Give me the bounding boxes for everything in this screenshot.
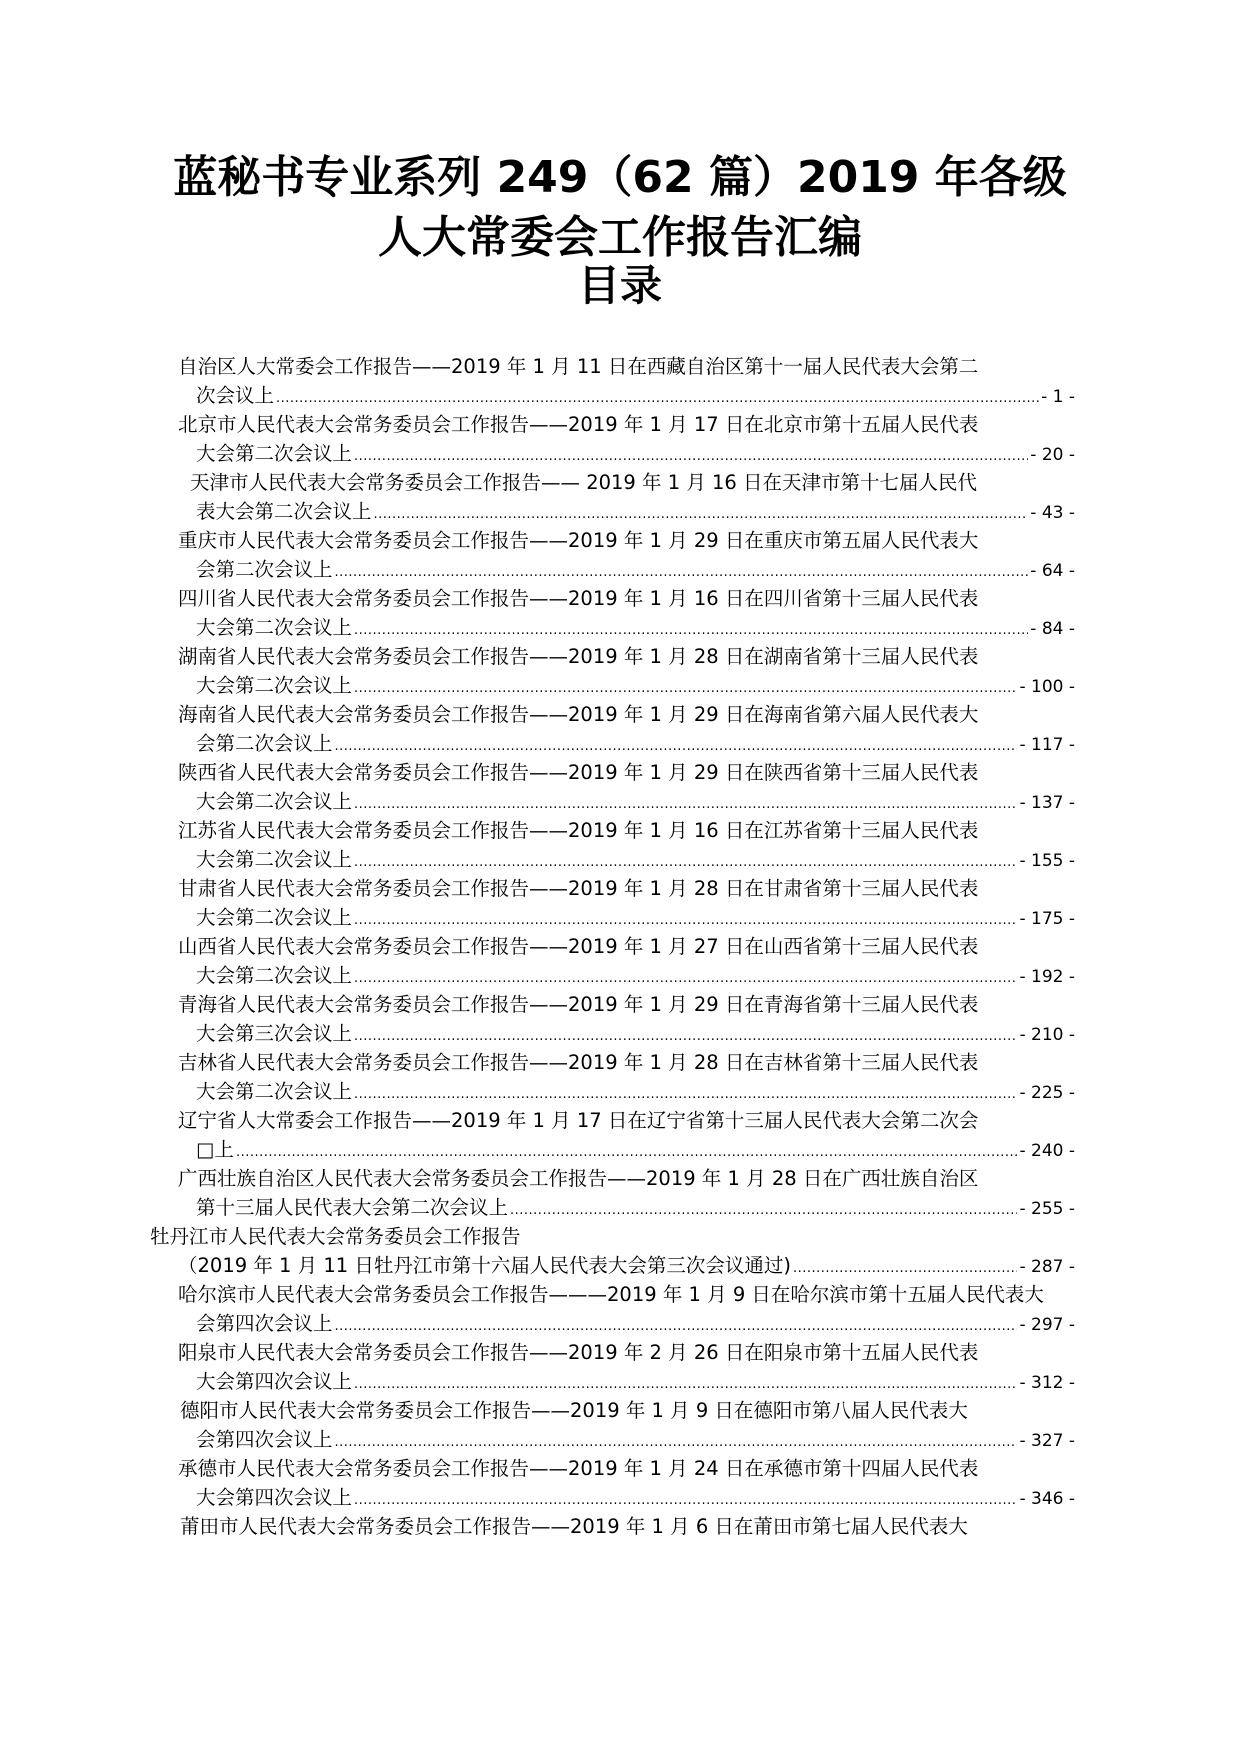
dot-leader <box>354 790 1017 816</box>
toc-page-number: - 192 - <box>1019 967 1075 987</box>
toc-entry-continuation <box>196 903 1075 932</box>
toc-entry-continuation <box>196 787 1075 816</box>
toc-entry-title: 山西省人民代表大会常务委员会工作报告——2019 年 1 月 27 日在山西省第十三届人民代表 <box>178 935 979 958</box>
toc-page-number: - 225 - <box>1019 1083 1075 1103</box>
toc-page-number: - 327 - <box>1019 1431 1075 1451</box>
toc-entry-title-cont: 大会第二次会议上 <box>196 1080 353 1103</box>
toc-heading: 目录 <box>577 261 662 310</box>
toc-entry-title: 陕西省人民代表大会常务委员会工作报告——2019 年 1 月 29 日在陕西省第十三届人民代表 <box>178 761 979 784</box>
toc-entry-title-cont: 表大会第二次会议上 <box>196 500 372 523</box>
title-line-2: 人大常委会工作报告汇编 <box>378 212 862 263</box>
toc-page-number: - 117 - <box>1019 735 1075 755</box>
toc-entry-continuation <box>196 1077 1075 1106</box>
toc-page-number: - 64 - <box>1030 561 1075 581</box>
toc-entry-title-cont: 大会第二次会议上 <box>196 442 353 465</box>
toc-page-number: - 297 - <box>1019 1315 1075 1335</box>
toc-entry-continuation <box>196 845 1075 874</box>
toc-entry-title: 辽宁省人大常委会工作报告——2019 年 1 月 17 日在辽宁省第十三届人民代表大会第二次会 <box>178 1109 979 1132</box>
toc-page-number: - 1 - <box>1041 387 1075 407</box>
dot-leader <box>335 558 1029 584</box>
dot-leader <box>335 1312 1018 1338</box>
toc-entry-title: 北京市人民代表大会常务委员会工作报告——2019 年 1 月 17 日在北京市第十五届人民代表 <box>178 413 979 436</box>
toc-entry-title-cont: 大会第三次会议上 <box>196 1022 353 1045</box>
toc-entry-title: 青海省人民代表大会常务委员会工作报告——2019 年 1 月 29 日在青海省第十三届人民代表 <box>178 993 979 1016</box>
dot-leader <box>335 1428 1018 1454</box>
toc-entry-continuation <box>196 613 1075 642</box>
toc-entry-title: 吉林省人民代表大会常务委员会工作报告——2019 年 1 月 28 日在吉林省第十三届人民代表 <box>178 1051 979 1074</box>
toc-entry-title: 承德市人民代表大会常务委员会工作报告——2019 年 1 月 24 日在承德市第十四届人民代表 <box>178 1457 979 1480</box>
toc-entry-title-cont: 大会第四次会议上 <box>196 1486 353 1509</box>
toc-entry-title: 哈尔滨市人民代表大会常务委员会工作报告———2019 年 1 月 9 日在哈尔滨市第十五届人民代表大 <box>178 1283 1044 1306</box>
toc-entry-continuation <box>196 961 1075 990</box>
toc-entry-continuation <box>196 439 1075 468</box>
dot-leader <box>793 1254 1018 1280</box>
toc-entry-continuation <box>196 671 1075 700</box>
toc-page-number: - 84 - <box>1030 619 1075 639</box>
toc-entry-continuation <box>196 381 1075 410</box>
toc-entry-title-cont: 第十三届人民代表大会第二次会议上 <box>196 1196 509 1219</box>
toc-entry-continuation <box>196 1483 1075 1512</box>
toc-entry-title-cont: 会第二次会议上 <box>196 558 333 581</box>
toc-page-number: - 155 - <box>1019 851 1075 871</box>
dot-leader <box>354 442 1028 468</box>
toc-entry-title-cont: 会第二次会议上 <box>196 732 333 755</box>
dot-leader <box>354 906 1017 932</box>
toc-entry-continuation <box>196 1425 1075 1454</box>
dot-leader <box>354 964 1017 990</box>
toc-entry-continuation <box>178 1251 1075 1280</box>
toc-entry-title: 重庆市人民代表大会常务委员会工作报告——2019 年 1 月 29 日在重庆市第五届人民代表大 <box>178 529 979 552</box>
toc-entry-title: 广西壮族自治区人民代表大会常务委员会工作报告——2019 年 1 月 28 日在广西壮族自治区 <box>178 1167 979 1190</box>
dot-leader <box>510 1196 1017 1222</box>
toc-entry-title-cont: 大会第二次会议上 <box>196 906 353 929</box>
toc-entry-title-cont: 大会第二次会议上 <box>196 848 353 871</box>
toc-entry-title-cont: 大会第二次会议上 <box>196 616 353 639</box>
toc-entry-title: 德阳市人民代表大会常务委员会工作报告——2019 年 1 月 9 日在德阳市第八届人民代表大 <box>180 1399 968 1422</box>
toc-entry-continuation <box>196 555 1075 584</box>
toc-page-number: - 100 - <box>1019 677 1075 697</box>
toc-entry-title-cont: 次会议上 <box>196 384 275 407</box>
toc-entry-title-cont: 会第四次会议上 <box>196 1312 333 1335</box>
toc-entry-title: 甘肃省人民代表大会常务委员会工作报告——2019 年 1 月 28 日在甘肃省第十三届人民代表 <box>178 877 979 900</box>
dot-leader <box>354 616 1028 642</box>
toc-entry-title: 海南省人民代表大会常务委员会工作报告——2019 年 1 月 29 日在海南省第六届人民代表大 <box>178 703 979 726</box>
toc-page-number: - 287 - <box>1019 1257 1075 1277</box>
toc-page-number: - 137 - <box>1019 793 1075 813</box>
dot-leader <box>374 500 1029 526</box>
toc-page-number: - 20 - <box>1030 445 1075 465</box>
toc-entry-continuation <box>196 497 1075 526</box>
dot-leader <box>276 384 1039 410</box>
toc-page-number: - 240 - <box>1019 1141 1075 1161</box>
toc-entry-title: 四川省人民代表大会常务委员会工作报告——2019 年 1 月 16 日在四川省第十三届人民代表 <box>178 587 979 610</box>
toc-entry-title: 湖南省人民代表大会常务委员会工作报告——2019 年 1 月 28 日在湖南省第十三届人民代表 <box>178 645 979 668</box>
dot-leader <box>354 1486 1017 1512</box>
title-line-1: 蓝秘书专业系列 249（62 篇）2019 年各级 <box>173 152 1067 203</box>
toc-entry-continuation <box>196 1019 1075 1048</box>
toc-page-number: - 210 - <box>1019 1025 1075 1045</box>
toc-entry-continuation <box>196 1367 1075 1396</box>
dot-leader <box>236 1138 1018 1164</box>
toc-entry-continuation <box>196 1309 1075 1338</box>
toc-entry-title: 自治区人大常委会工作报告——2019 年 1 月 11 日在西藏自治区第十一届人民代表大会第二 <box>178 355 979 378</box>
dot-leader <box>354 1022 1017 1048</box>
toc-page-number: - 175 - <box>1019 909 1075 929</box>
dot-leader <box>354 1370 1017 1396</box>
toc-entry-title-cont: 大会第二次会议上 <box>196 674 353 697</box>
toc-entry-continuation <box>196 1193 1075 1222</box>
toc-entry-title-cont: 大会第二次会议上 <box>196 964 353 987</box>
dot-leader <box>354 674 1017 700</box>
toc-entry-title-cont: （2019 年 1 月 11 日牡丹江市第十六届人民代表大会第三次会议通过) <box>178 1254 791 1277</box>
toc-entry-title: 江苏省人民代表大会常务委员会工作报告——2019 年 1 月 16 日在江苏省第十三届人民代表 <box>178 819 979 842</box>
toc-entry-title: 莆田市人民代表大会常务委员会工作报告——2019 年 1 月 6 日在莆田市第七届人民代表大 <box>180 1515 968 1538</box>
toc-page-number: - 312 - <box>1019 1373 1075 1393</box>
toc-entry-title: 牡丹江市人民代表大会常务委员会工作报告 <box>150 1225 521 1248</box>
dot-leader <box>354 848 1017 874</box>
toc-page-number: - 43 - <box>1030 503 1075 523</box>
dot-leader <box>354 1080 1017 1106</box>
toc-entry-title: 天津市人民代表大会常务委员会工作报告—— 2019 年 1 月 16 日在天津市第十七届人民代 <box>190 471 978 494</box>
document-title <box>0 148 1240 268</box>
toc-entry-title-cont: 大会第二次会议上 <box>196 790 353 813</box>
toc-page-number: - 255 - <box>1019 1199 1075 1219</box>
toc-entry-title-cont: 会第四次会议上 <box>196 1428 333 1451</box>
toc-entry-continuation <box>196 729 1075 758</box>
toc-entry-continuation <box>196 1135 1075 1164</box>
dot-leader <box>335 732 1018 758</box>
toc-entry-title-cont: □上 <box>196 1138 234 1161</box>
toc-page-number: - 346 - <box>1019 1489 1075 1509</box>
toc-entry-title-cont: 大会第四次会议上 <box>196 1370 353 1393</box>
toc-entry-title: 阳泉市人民代表大会常务委员会工作报告——2019 年 2 月 26 日在阳泉市第十五届人民代表 <box>178 1341 979 1364</box>
